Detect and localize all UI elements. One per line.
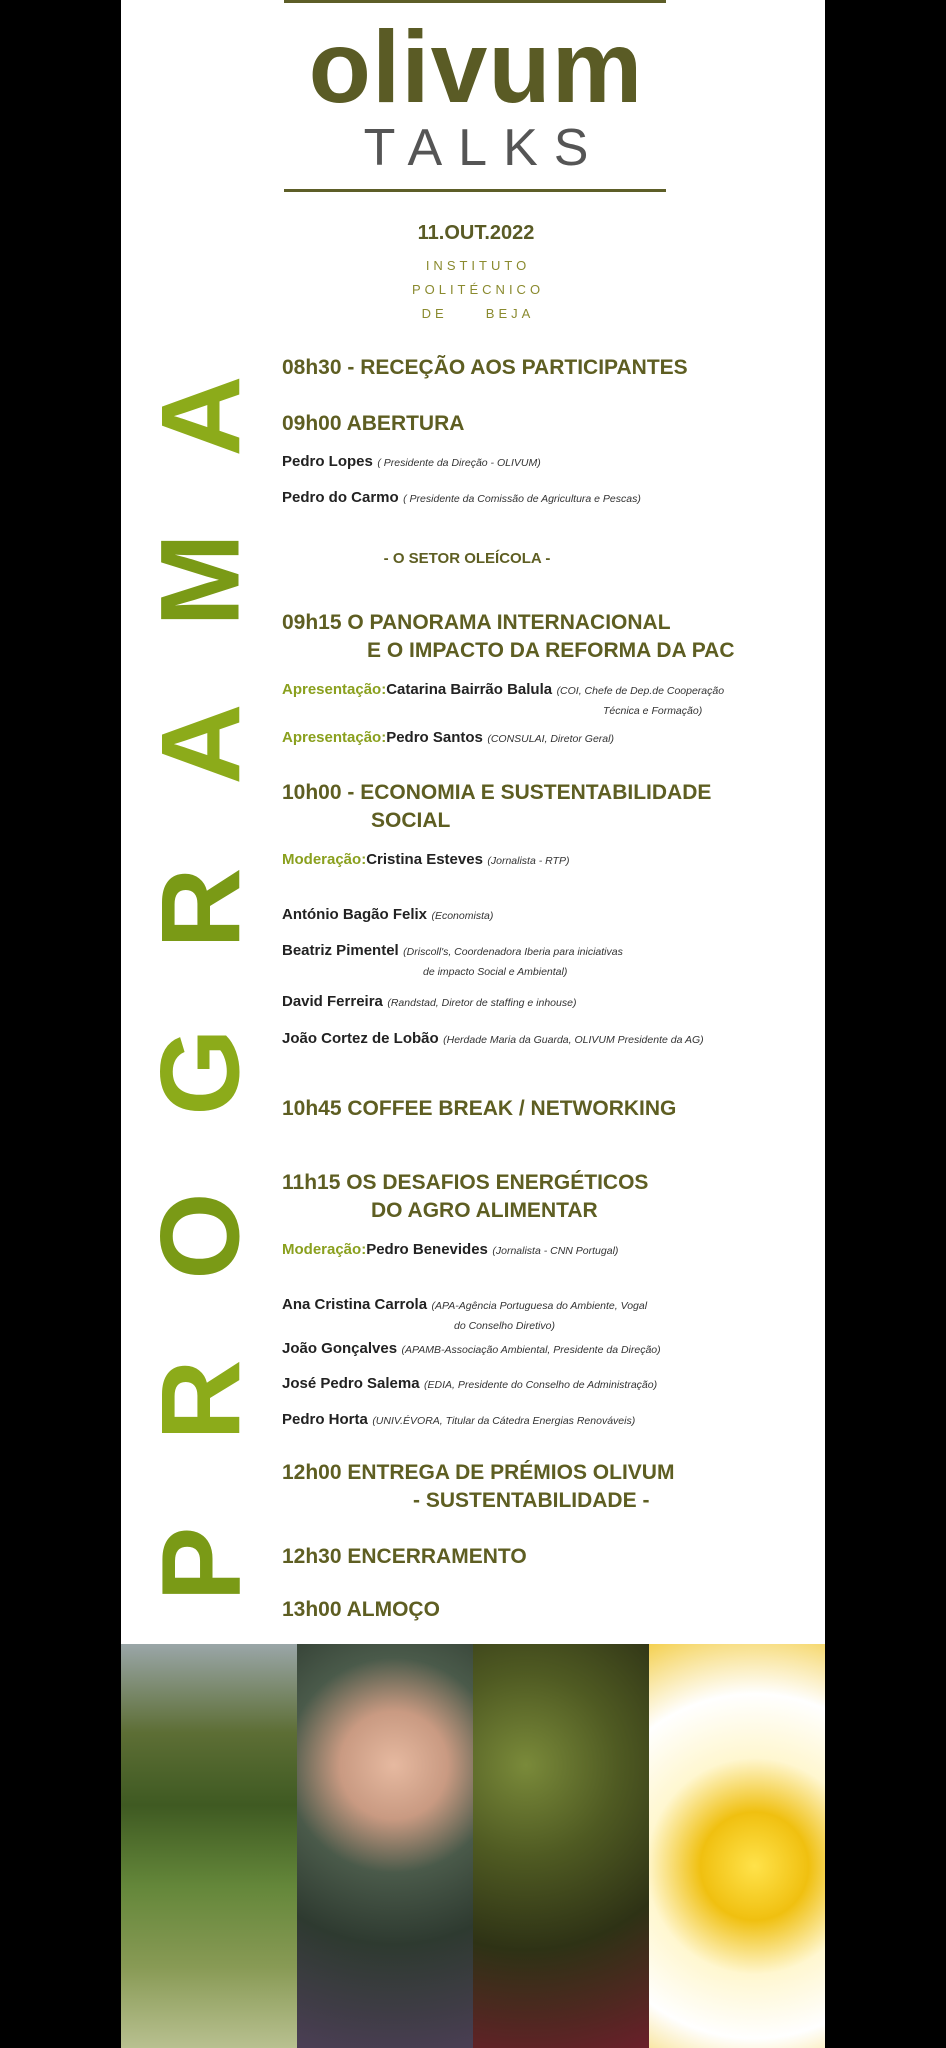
speaker-name: João Cortez de Lobão	[282, 1030, 439, 1047]
olives-photo	[473, 1644, 649, 2048]
moderation-label: Moderação:	[282, 851, 367, 868]
schedule-0830: 08h30 - RECEÇÃO AOS PARTICIPANTES	[282, 356, 688, 379]
speaker-role: ( Presidente da Comissão de Agricultura e Pescas)	[403, 493, 641, 505]
vertical-letter: M	[137, 533, 263, 627]
water-drop-sprout-photo	[297, 1644, 473, 2048]
schedule-1000-line2: SOCIAL	[371, 809, 451, 832]
vertical-letter: R	[137, 1359, 263, 1441]
presentation-label: Apresentação:	[282, 681, 387, 698]
speaker-role: (Jornalista - CNN Portugal)	[492, 1245, 619, 1257]
olive-oil-drops-photo	[649, 1644, 825, 2048]
event-date: 11.OUT.2022	[417, 222, 535, 244]
vertical-letter: P	[137, 1526, 263, 1602]
bottom-rule	[284, 189, 666, 192]
speaker-role-cont	[603, 701, 702, 719]
vertical-letter: A	[137, 703, 263, 785]
speaker-name: Cristina Esteves	[366, 851, 483, 868]
speaker-role: (CONSULAI, Diretor Geral)	[487, 733, 614, 745]
section-setor-oleicola: - O SETOR OLEÍCOLA -	[383, 550, 551, 567]
speaker-name: João Gonçalves	[282, 1340, 398, 1357]
speaker-name: David Ferreira	[282, 993, 383, 1010]
moderation-label: Moderação:	[282, 1241, 367, 1258]
speaker-name: Ana Cristina Carrola	[282, 1296, 428, 1313]
schedule-1200-line2: - SUSTENTABILIDADE -	[413, 1489, 650, 1512]
speaker-row	[282, 1411, 635, 1429]
speaker-row	[282, 1340, 661, 1358]
speaker-role: ( Presidente da Direção - OLIVUM)	[377, 457, 541, 469]
schedule-1300: 13h00 ALMOÇO	[282, 1598, 440, 1621]
schedule-0900: 09h00 ABERTURA	[282, 412, 465, 435]
speaker-row	[282, 489, 641, 507]
presentation-row	[282, 681, 724, 699]
speaker-name: Catarina Bairrão Balula	[386, 681, 553, 698]
speaker-name: António Bagão Felix	[282, 906, 428, 923]
speaker-role: (Economista)	[431, 910, 494, 922]
speaker-name: Pedro Lopes	[282, 453, 373, 470]
moderation-row	[282, 851, 569, 869]
vertical-letter: A	[137, 375, 263, 457]
speaker-role: (UNIV.ÉVORA, Titular da Cátedra Energias Renováveis)	[372, 1415, 636, 1427]
schedule-1045: 10h45 COFFEE BREAK / NETWORKING	[282, 1097, 677, 1120]
speaker-role: (APA-Agência Portuguesa do Ambiente, Vogal	[431, 1300, 648, 1312]
speaker-role: (APAMB-Associação Ambiental, Presidente da Direção)	[401, 1344, 661, 1356]
schedule-0915-line2: E O IMPACTO DA REFORMA DA PAC	[367, 639, 735, 662]
schedule-1115-line1: 11h15 OS DESAFIOS ENERGÉTICOS	[282, 1171, 649, 1194]
speaker-name: Pedro Horta	[282, 1411, 368, 1428]
speaker-role: (Driscoll's, Coordenadora Iberia para iniciativas	[403, 946, 623, 958]
vertical-letter: G	[138, 1028, 263, 1116]
speaker-role: de impacto Social e Ambiental)	[423, 966, 568, 978]
speaker-role: (EDIA, Presidente do Conselho de Administração)	[424, 1379, 658, 1391]
speaker-name: Beatriz Pimentel	[282, 942, 399, 959]
speaker-role-cont	[454, 1316, 555, 1334]
schedule-1230: 12h30 ENCERRAMENTO	[282, 1545, 527, 1568]
presentation-row	[282, 729, 614, 747]
speaker-row	[282, 1030, 704, 1048]
speaker-role: Técnica e Formação)	[603, 705, 703, 717]
olive-grove-photo	[121, 1644, 297, 2048]
speaker-role: do Conselho Diretivo)	[454, 1320, 555, 1332]
schedule-0915-line1: 09h15 O PANORAMA INTERNACIONAL	[282, 611, 671, 634]
speaker-row	[282, 453, 541, 471]
schedule-1000-line1: 10h00 - ECONOMIA E SUSTENTABILIDADE	[282, 781, 712, 804]
speaker-name: Pedro do Carmo	[282, 489, 399, 506]
speaker-role: (Randstad, Diretor de staffing e inhouse)	[387, 997, 577, 1009]
schedule-1115-line2: DO AGRO ALIMENTAR	[371, 1199, 598, 1222]
top-rule	[284, 0, 666, 3]
speaker-row	[282, 1296, 647, 1314]
speaker-role: (COI, Chefe de Dep.de Cooperação	[556, 685, 725, 697]
speaker-row	[282, 1375, 657, 1393]
programa-vertical-title	[137, 360, 263, 1620]
speaker-row	[282, 942, 623, 960]
moderation-row	[282, 1241, 618, 1259]
schedule-1200-line1: 12h00 ENTREGA DE PRÉMIOS OLIVUM	[282, 1461, 675, 1484]
vertical-letter: O	[138, 1192, 263, 1280]
vertical-letter: R	[137, 867, 263, 949]
venue-line-1: INSTITUTO	[425, 258, 531, 273]
speaker-role: (Jornalista - RTP)	[487, 855, 570, 867]
speaker-name: Pedro Benevides	[366, 1241, 488, 1258]
speaker-role: (Herdade Maria da Guarda, OLIVUM Presidente da AG)	[443, 1034, 704, 1046]
speaker-role-cont	[423, 962, 567, 980]
speaker-name: José Pedro Salema	[282, 1375, 420, 1392]
speaker-name: Pedro Santos	[386, 729, 483, 746]
venue-line-3: DE BEJA	[421, 306, 535, 321]
poster	[121, 0, 825, 2048]
logo-subtitle: TALKS	[363, 119, 605, 177]
presentation-label: Apresentação:	[282, 729, 387, 746]
logo-title: olivum	[308, 10, 644, 124]
venue-line-2: POLITÉCNICO	[411, 282, 545, 297]
speaker-row	[282, 993, 576, 1011]
speaker-row	[282, 906, 493, 924]
photo-strip	[121, 1644, 825, 2048]
